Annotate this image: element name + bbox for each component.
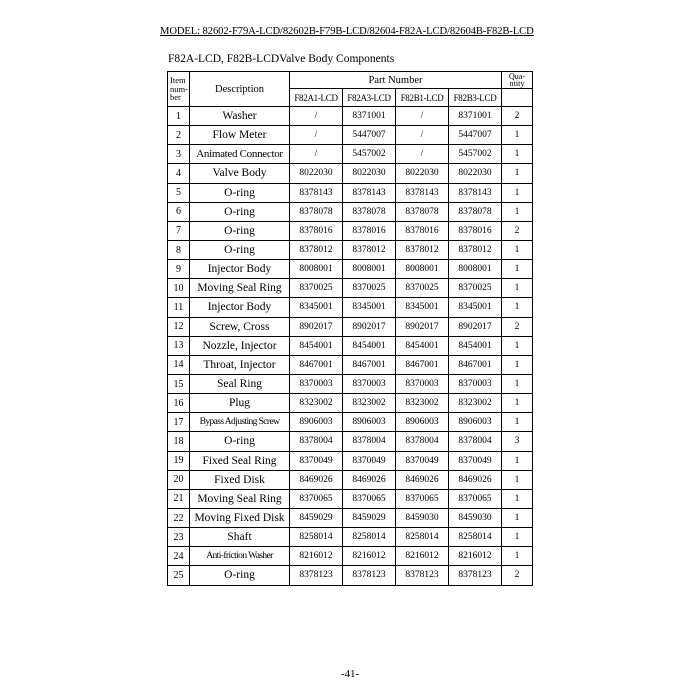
description-cell: Moving Seal Ring [190, 489, 290, 508]
part-number-cell: 8216012 [396, 547, 449, 566]
part-number-cell: 8467001 [343, 355, 396, 374]
part-number-cell: 8378123 [343, 566, 396, 585]
description-cell: Injector Body [190, 298, 290, 317]
part-number-cell: 8378012 [343, 240, 396, 259]
part-number-cell: 8378016 [449, 221, 502, 240]
part-number-cell: 8022030 [449, 164, 502, 183]
item-number-cell: 17 [168, 413, 190, 432]
quantity-cell: 2 [502, 107, 533, 126]
part-number-cell: 8345001 [396, 298, 449, 317]
part-number-cell: 8370065 [449, 489, 502, 508]
table-row [168, 279, 533, 298]
table-row [168, 394, 533, 413]
description-cell: Animated Connector [190, 145, 290, 164]
part-number-cell: 5457002 [343, 145, 396, 164]
item-number-cell: 13 [168, 336, 190, 355]
model-column-header: F82B1-LCD [396, 89, 449, 107]
part-number-cell: 8370025 [449, 279, 502, 298]
table-row [168, 566, 533, 585]
part-number-cell: 8378012 [449, 240, 502, 259]
part-number-cell: 8378078 [396, 202, 449, 221]
part-number-cell: 8345001 [290, 298, 343, 317]
part-number-cell: 8454001 [290, 336, 343, 355]
part-number-cell: / [290, 145, 343, 164]
part-number-cell: 8345001 [449, 298, 502, 317]
part-number-cell: / [396, 107, 449, 126]
part-number-cell: 8370025 [343, 279, 396, 298]
table-row [168, 528, 533, 547]
description-cell: Injector Body [190, 260, 290, 279]
part-number-cell: 8370003 [449, 374, 502, 393]
item-number-cell: 10 [168, 279, 190, 298]
part-number-cell: 8323002 [449, 394, 502, 413]
table-row [168, 489, 533, 508]
quantity-cell: 1 [502, 202, 533, 221]
part-number-cell: 8469026 [290, 470, 343, 489]
part-number-cell: 8371001 [343, 107, 396, 126]
quantity-cell: 1 [502, 126, 533, 145]
part-number-cell: 8378012 [290, 240, 343, 259]
part-number-cell: 8378143 [343, 183, 396, 202]
table-row [168, 145, 533, 164]
part-number-cell: 8378143 [290, 183, 343, 202]
part-number-cell: 5447007 [449, 126, 502, 145]
part-number-cell: 8469026 [449, 470, 502, 489]
quantity-cell: 1 [502, 240, 533, 259]
description-cell: Fixed Seal Ring [190, 451, 290, 470]
item-number-cell: 20 [168, 470, 190, 489]
table-row [168, 298, 533, 317]
part-number-cell: 8459029 [290, 508, 343, 527]
table-row [168, 164, 533, 183]
part-number-cell: / [290, 126, 343, 145]
quantity-header-blank [502, 89, 533, 107]
table-row [168, 508, 533, 527]
quantity-cell: 1 [502, 413, 533, 432]
part-number-cell: 8370003 [290, 374, 343, 393]
table-row [168, 470, 533, 489]
quantity-cell: 1 [502, 470, 533, 489]
parts-table [167, 71, 533, 586]
description-cell: Screw, Cross [190, 317, 290, 336]
quantity-cell: 2 [502, 566, 533, 585]
item-number-cell: 2 [168, 126, 190, 145]
quantity-cell: 1 [502, 336, 533, 355]
part-number-cell: 8370065 [290, 489, 343, 508]
part-number-cell: 8902017 [343, 317, 396, 336]
quantity-cell: 1 [502, 298, 533, 317]
table-row [168, 432, 533, 451]
part-number-cell: 8378016 [343, 221, 396, 240]
quantity-cell: 1 [502, 374, 533, 393]
part-number-cell: 8467001 [290, 355, 343, 374]
part-number-cell: 8323002 [290, 394, 343, 413]
quantity-cell: 2 [502, 221, 533, 240]
description-cell: Moving Seal Ring [190, 279, 290, 298]
item-number-cell: 12 [168, 317, 190, 336]
quantity-cell: 2 [502, 317, 533, 336]
description-cell: Washer [190, 107, 290, 126]
part-number-cell: 8454001 [343, 336, 396, 355]
part-number-cell: 8378004 [449, 432, 502, 451]
description-cell: Seal Ring [190, 374, 290, 393]
item-number-cell: 11 [168, 298, 190, 317]
part-number-cell: 8370049 [449, 451, 502, 470]
item-number-cell: 14 [168, 355, 190, 374]
quantity-header: Qua- ntity [502, 72, 533, 89]
table-row [168, 126, 533, 145]
part-number-cell: 8258014 [290, 528, 343, 547]
item-number-cell: 9 [168, 260, 190, 279]
item-number-cell: 3 [168, 145, 190, 164]
part-number-cell: 5457002 [449, 145, 502, 164]
part-number-cell: 8378004 [290, 432, 343, 451]
table-row [168, 107, 533, 126]
quantity-cell: 1 [502, 489, 533, 508]
description-cell: Bypass Adjusting Screw [190, 413, 290, 432]
part-number-cell: 8378078 [290, 202, 343, 221]
part-number-cell: 8370003 [343, 374, 396, 393]
item-number-cell: 6 [168, 202, 190, 221]
item-number-cell: 1 [168, 107, 190, 126]
item-number-cell: 22 [168, 508, 190, 527]
item-number-cell: 21 [168, 489, 190, 508]
item-number-cell: 18 [168, 432, 190, 451]
item-number-header: Item num- ber [168, 72, 190, 107]
part-number-cell: 8371001 [449, 107, 502, 126]
item-number-cell: 4 [168, 164, 190, 183]
part-number-cell: 8378012 [396, 240, 449, 259]
part-number-cell: 8906003 [449, 413, 502, 432]
table-row [168, 413, 533, 432]
part-number-cell: 8378078 [343, 202, 396, 221]
item-number-cell: 25 [168, 566, 190, 585]
part-number-cell: 8258014 [343, 528, 396, 547]
part-number-cell: 8378123 [396, 566, 449, 585]
part-number-cell: 8454001 [396, 336, 449, 355]
part-number-cell: 8902017 [396, 317, 449, 336]
part-number-cell: 8370065 [396, 489, 449, 508]
description-cell: Valve Body [190, 164, 290, 183]
part-number-cell: / [396, 126, 449, 145]
description-cell: Plug [190, 394, 290, 413]
description-cell: Shaft [190, 528, 290, 547]
part-number-cell: 8906003 [343, 413, 396, 432]
model-column-header: F82B3-LCD [449, 89, 502, 107]
part-number-cell: 8258014 [396, 528, 449, 547]
part-number-cell: 8370049 [396, 451, 449, 470]
table-row [168, 547, 533, 566]
part-number-cell: 8008001 [343, 260, 396, 279]
part-number-cell: 8454001 [449, 336, 502, 355]
table-row [168, 260, 533, 279]
part-number-cell: 8345001 [343, 298, 396, 317]
part-number-cell: 8378143 [396, 183, 449, 202]
part-number-cell: 8370065 [343, 489, 396, 508]
part-number-cell: 8022030 [396, 164, 449, 183]
model-header: MODEL: 82602-F79A-LCD/82602B-F79B-LCD/82604-F82A-LCD/82604B-F82B-LCD [160, 26, 534, 37]
quantity-cell: 1 [502, 508, 533, 527]
part-number-cell: 8459030 [449, 508, 502, 527]
description-cell: Flow Meter [190, 126, 290, 145]
description-header: Description [190, 72, 290, 107]
item-number-cell: 15 [168, 374, 190, 393]
part-number-cell: 8370049 [290, 451, 343, 470]
description-cell: O-ring [190, 221, 290, 240]
quantity-cell: 1 [502, 183, 533, 202]
part-number-cell: 8008001 [449, 260, 502, 279]
quantity-cell: 1 [502, 145, 533, 164]
table-row [168, 374, 533, 393]
part-number-cell: 8378016 [396, 221, 449, 240]
part-number-cell: 8378004 [396, 432, 449, 451]
item-number-cell: 24 [168, 547, 190, 566]
description-cell: O-ring [190, 183, 290, 202]
part-number-cell: 8022030 [343, 164, 396, 183]
part-number-cell: 8469026 [343, 470, 396, 489]
page-number: -41- [340, 668, 360, 680]
table-row [168, 336, 533, 355]
description-cell: Nozzle, Injector [190, 336, 290, 355]
part-number-cell: 8370025 [396, 279, 449, 298]
part-number-cell: 8378123 [290, 566, 343, 585]
description-cell: O-ring [190, 202, 290, 221]
section-title: F82A-LCD, F82B-LCDValve Body Components [168, 53, 395, 65]
description-cell: Throat, Injector [190, 355, 290, 374]
quantity-cell: 1 [502, 355, 533, 374]
table-row [168, 202, 533, 221]
part-number-cell: 8467001 [396, 355, 449, 374]
model-column-header: F82A1-LCD [290, 89, 343, 107]
table-row [168, 183, 533, 202]
quantity-cell: 1 [502, 451, 533, 470]
part-number-cell: 8216012 [290, 547, 343, 566]
part-number-cell: 8216012 [343, 547, 396, 566]
description-cell: O-ring [190, 566, 290, 585]
part-number-cell: 8370025 [290, 279, 343, 298]
item-number-cell: 23 [168, 528, 190, 547]
item-number-cell: 8 [168, 240, 190, 259]
part-number-cell: 8370003 [396, 374, 449, 393]
part-number-cell: 8323002 [396, 394, 449, 413]
quantity-cell: 1 [502, 260, 533, 279]
part-number-cell: 8378078 [449, 202, 502, 221]
part-number-cell: / [396, 145, 449, 164]
description-cell: O-ring [190, 432, 290, 451]
part-number-cell: 8022030 [290, 164, 343, 183]
part-number-cell: 5447007 [343, 126, 396, 145]
quantity-cell: 1 [502, 164, 533, 183]
quantity-cell: 1 [502, 528, 533, 547]
table-row [168, 317, 533, 336]
part-number-cell: 8902017 [449, 317, 502, 336]
table-row [168, 355, 533, 374]
part-number-cell: 8378123 [449, 566, 502, 585]
part-number-cell: 8370049 [343, 451, 396, 470]
part-number-cell: 8467001 [449, 355, 502, 374]
item-number-cell: 7 [168, 221, 190, 240]
quantity-cell: 1 [502, 279, 533, 298]
part-number-cell: 8378004 [343, 432, 396, 451]
part-number-header: Part Number [290, 72, 502, 89]
part-number-cell: / [290, 107, 343, 126]
part-number-cell: 8258014 [449, 528, 502, 547]
item-number-cell: 5 [168, 183, 190, 202]
item-number-cell: 19 [168, 451, 190, 470]
quantity-cell: 1 [502, 547, 533, 566]
quantity-cell: 3 [502, 432, 533, 451]
description-cell: Anti-friction Washer [190, 547, 290, 566]
part-number-cell: 8378143 [449, 183, 502, 202]
quantity-cell: 1 [502, 394, 533, 413]
part-number-cell: 8459030 [396, 508, 449, 527]
part-number-cell: 8906003 [396, 413, 449, 432]
part-number-cell: 8378016 [290, 221, 343, 240]
part-number-cell: 8902017 [290, 317, 343, 336]
parts-table-body [168, 107, 533, 586]
part-number-cell: 8323002 [343, 394, 396, 413]
description-cell: Fixed Disk [190, 470, 290, 489]
part-number-cell: 8216012 [449, 547, 502, 566]
part-number-cell: 8008001 [290, 260, 343, 279]
item-number-cell: 16 [168, 394, 190, 413]
part-number-cell: 8469026 [396, 470, 449, 489]
description-cell: O-ring [190, 240, 290, 259]
part-number-cell: 8906003 [290, 413, 343, 432]
model-column-header: F82A3-LCD [343, 89, 396, 107]
part-number-cell: 8459029 [343, 508, 396, 527]
description-cell: Moving Fixed Disk [190, 508, 290, 527]
part-number-cell: 8008001 [396, 260, 449, 279]
table-row [168, 240, 533, 259]
table-row [168, 451, 533, 470]
table-row [168, 221, 533, 240]
